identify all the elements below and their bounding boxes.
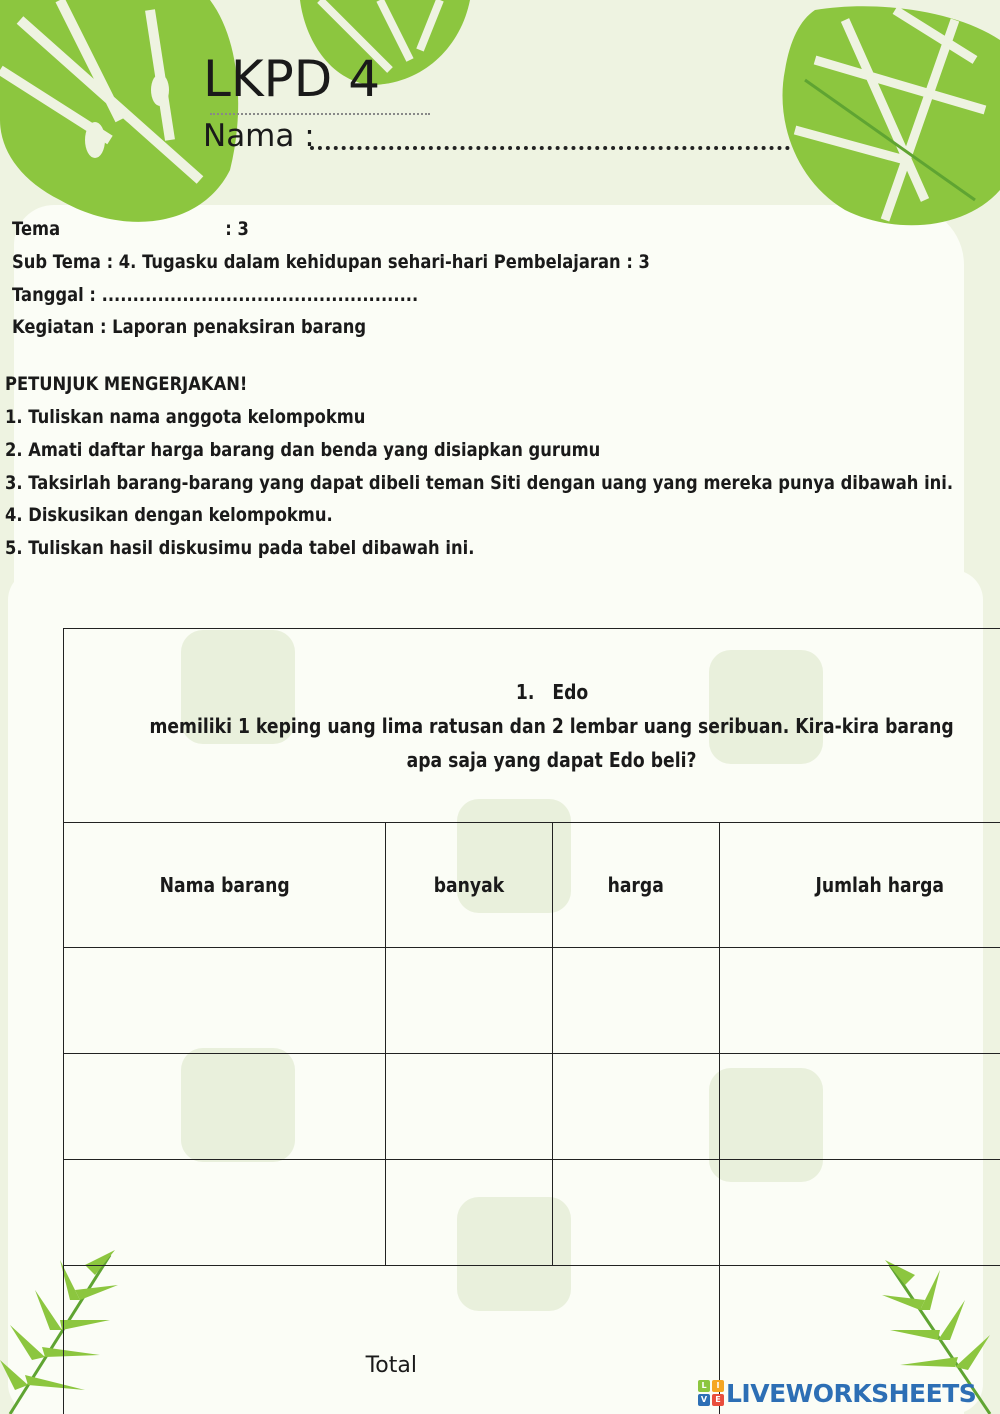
header-nama-barang: Nama barang [64,823,386,948]
nama-input-line[interactable] [310,146,790,150]
brand-name: LIVEWORKSHEETS [726,1378,977,1408]
answer-cell[interactable] [719,948,1000,1054]
page-title: LKPD 4 [203,50,381,108]
question-cell [64,629,1000,823]
answer-cell[interactable] [719,1160,1000,1266]
title-underline [210,113,430,115]
table-row [64,1054,1000,1160]
monstera-leaf-top-left-icon [0,0,250,230]
tanggal-field[interactable]: Tanggal : ................................................... [12,284,419,306]
instruction-item: 3. Taksirlah barang-barang yang dapat dibeli teman Siti dengan uang yang mereka punya dibawah ini. [5,472,954,494]
instruction-item: 5. Tuliskan hasil diskusimu pada tabel dibawah ini. [5,537,475,559]
liveworksheets-logo [698,1378,976,1408]
answer-cell[interactable] [385,1054,553,1160]
answer-cell[interactable] [385,1160,553,1266]
question-line-1: memiliki 1 keping uang lima ratusan dan 2 lembar uang seribuan. Kira-kira barang [149,713,954,738]
table-row [64,1160,1000,1266]
tema-label: Tema [12,218,61,240]
question-title [515,675,587,709]
nama-label: Nama : [203,118,315,154]
instruction-item: 1. Tuliskan nama anggota kelompokmu [5,406,366,428]
worksheet-table [63,628,1000,1414]
instructions-heading: PETUNJUK MENGERJAKAN! [5,373,248,395]
tema-value: : 3 [225,218,249,240]
header-banyak: banyak [385,823,553,948]
header-harga: harga [553,823,719,948]
tema-row [12,218,249,240]
subtema-text: Sub Tema : 4. Tugasku dalam kehidupan sehari-hari Pembelajaran : 3 [12,251,650,273]
answer-cell[interactable] [553,948,719,1054]
header-jumlah-harga: Jumlah harga [719,823,1000,948]
total-label: Total [64,1266,720,1414]
table-row [64,948,1000,1054]
answer-cell[interactable] [64,948,386,1054]
brand-logo-icon: L I V E [698,1380,724,1406]
answer-cell[interactable] [553,1160,719,1266]
question-name: Edo [551,679,588,704]
question-line-2: apa saja yang dapat Edo beli? [406,747,697,772]
monstera-leaf-top-right-icon [775,0,1000,235]
answer-cell[interactable] [719,1054,1000,1160]
answer-cell[interactable] [64,1160,386,1266]
answer-cell[interactable] [553,1054,719,1160]
instruction-item: 4. Diskusikan dengan kelompokmu. [5,504,333,526]
kegiatan-text: Kegiatan : Laporan penaksiran barang [12,316,367,338]
answer-cell[interactable] [64,1054,386,1160]
instruction-item: 2. Amati daftar harga barang dan benda yang disiapkan gurumu [5,439,601,461]
question-number: 1. [515,679,534,704]
answer-cell[interactable] [385,948,553,1054]
